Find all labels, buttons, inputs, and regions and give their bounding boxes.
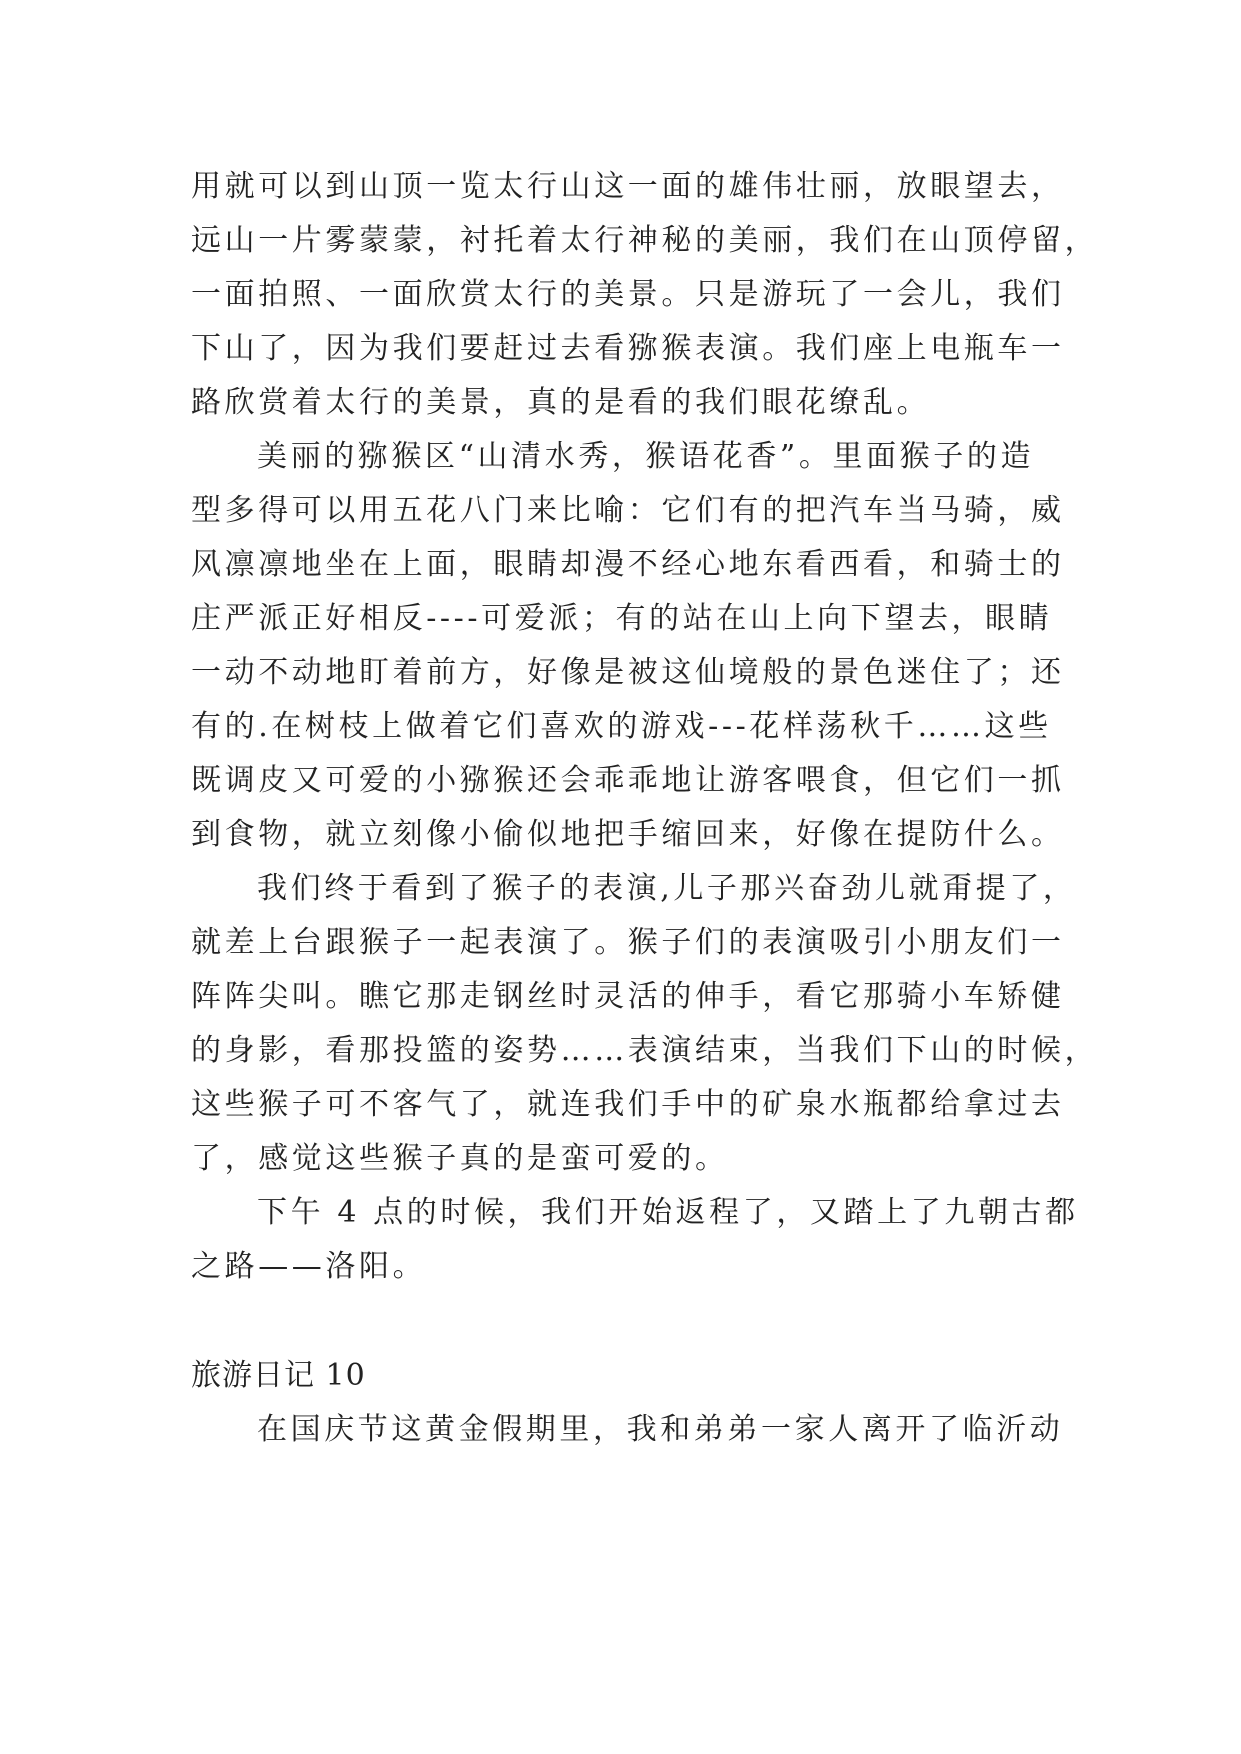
paragraph-spacer xyxy=(191,1294,1061,1349)
text-line: 的身影，看那投篮的姿势……表演结束，当我们下山的时候， xyxy=(191,1033,1099,1068)
paragraph xyxy=(191,430,1065,862)
text-line: 在国庆节这黄金假期里，我和弟弟一家人离开了临沂动 xyxy=(257,1412,1064,1447)
text-line: 到食物，就立刻像小偷似地把手缩回来，好像在提防什么。 xyxy=(191,817,1065,852)
text-line: 之路——洛阳。 xyxy=(191,1249,427,1284)
text-line: 我们终于看到了猴子的表演,儿子那兴奋劲儿就甭提了， xyxy=(257,871,1077,906)
text-line: 既调皮又可爱的小猕猴还会乖乖地让游客喂食，但它们一抓 xyxy=(191,763,1065,798)
paragraph xyxy=(191,1403,1064,1457)
text-line: 有的.在树枝上做着它们喜欢的游戏---花样荡秋千……这些 xyxy=(191,709,1052,744)
text-line: 用就可以到山顶一览太行山这一面的雄伟壮丽，放眼望去， xyxy=(191,169,1065,204)
section-heading: 旅游日记 10 xyxy=(191,1358,366,1393)
document-body xyxy=(191,160,1099,1457)
text-line: 路欣赏着太行的美景，真的是看的我们眼花缭乱。 xyxy=(191,385,931,420)
text-line: 型多得可以用五花八门来比喻：它们有的把汽车当马骑，威 xyxy=(191,493,1065,528)
paragraph xyxy=(191,160,1099,430)
text-line: 这些猴子可不客气了，就连我们手中的矿泉水瓶都给拿过去 xyxy=(191,1087,1065,1122)
text-line: 一面拍照、一面欣赏太行的美景。只是游玩了一会儿，我们 xyxy=(191,277,1065,312)
text-line: 庄严派正好相反----可爱派；有的站在山上向下望去，眼睛 xyxy=(191,601,1053,636)
text-line: 了，感觉这些猴子真的是蛮可爱的。 xyxy=(191,1141,729,1176)
text-line: 一动不动地盯着前方，好像是被这仙境般的景色迷住了；还 xyxy=(191,655,1065,690)
text-line: 就差上台跟猴子一起表演了。猴子们的表演吸引小朋友们一 xyxy=(191,925,1065,960)
paragraph xyxy=(191,1186,1079,1294)
text-line: 阵阵尖叫。瞧它那走钢丝时灵活的伸手，看它那骑小车矫健 xyxy=(191,979,1065,1014)
text-line: 下午 4 点的时候，我们开始返程了，又踏上了九朝古都 xyxy=(257,1195,1079,1230)
text-line: 远山一片雾蒙蒙，衬托着太行神秘的美丽，我们在山顶停留， xyxy=(191,223,1099,258)
text-line: 美丽的猕猴区“山清水秀，猴语花香”。里面猴子的造 xyxy=(257,439,1035,474)
paragraph xyxy=(191,862,1099,1186)
text-line: 下山了，因为我们要赶过去看猕猴表演。我们座上电瓶车一 xyxy=(191,331,1065,366)
text-line: 风凛凛地坐在上面，眼睛却漫不经心地东看西看，和骑士的 xyxy=(191,547,1065,582)
